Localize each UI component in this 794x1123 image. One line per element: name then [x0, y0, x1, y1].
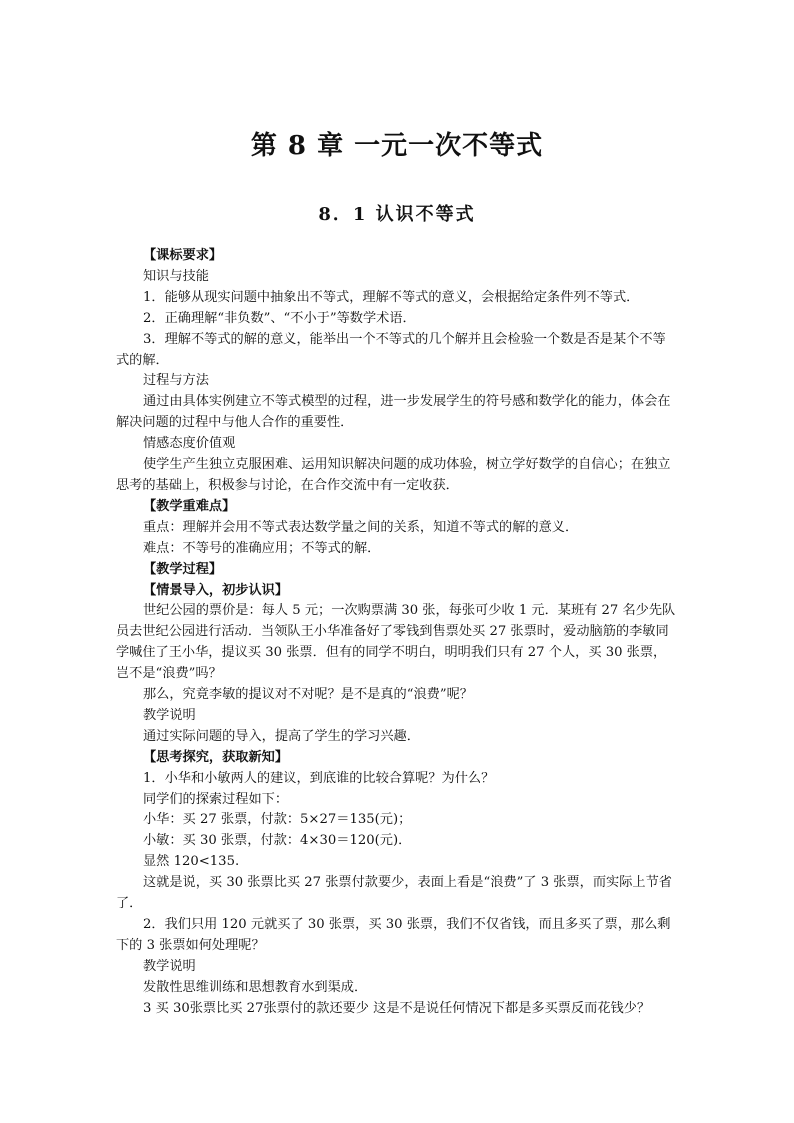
paragraph: 通过实际问题的导入，提高了学生的学习兴趣． [143, 728, 420, 744]
paragraph: 过程与方法 [143, 373, 209, 389]
document-body [116, 246, 678, 1020]
paragraph: 【思考探究，获取新知】 [143, 749, 289, 765]
paragraph: 使学生产生独立克服困难、运用知识解决问题的成功体验，树立学好数学的自信心；在独立思考的基础上，积极参与讨论，在合作交流中有一定收获． [116, 457, 671, 493]
paragraph: 发散性思维训练和思想教育水到渠成． [143, 979, 368, 995]
section-title: 8．1 认识不等式 [318, 204, 476, 225]
paragraph: 3 买 30张票比买 27张票付的款还要少 这是不是说任何情况下都是多买票反而花钱少？ [143, 1000, 651, 1016]
paragraph: 2．我们只用 120 元就买了 30 张票，买 30 张票，我们不仅省钱，而且多买了票，那么剩下的 3 张票如何处理呢？ [116, 917, 671, 953]
paragraph: 世纪公园的票价是：每人 5 元；一次购票满 30 张，每张可少收 1 元．某班有 27 名少先队员去世纪公园进行活动．当领队王小华准备好了零钱到售票处买 27 张票时，爱动脑筋的李敏同学喊住了王小华，提议买 30 张票．但有的同学不明白，明明我们只有 27 个人，买 30 张票，岂不是“浪费”吗？ [116, 603, 676, 682]
paragraph: 3．理解不等式的解的意义，能举出一个不等式的几个解并且会检验一个数是否是某个不等式的解． [116, 331, 666, 368]
paragraph: 教学说明 [143, 707, 196, 723]
paragraph: 1．能够从现实问题中抽象出不等式，理解不等式的意义，会根据给定条件列不等式． [143, 289, 640, 305]
paragraph: 小华：买 27 张票，付款：5×27＝135(元)； [143, 812, 412, 828]
paragraph: 情感态度价值观 [143, 436, 236, 452]
paragraph: 教学说明 [143, 958, 196, 974]
paragraph: 重点：理解并会用不等式表达数学量之间的关系，知道不等式的解的意义． [143, 519, 579, 535]
paragraph: 通过由具体实例建立不等式模型的过程，进一步发展学生的符号感和数学化的能力，体会在解决问题的过程中与他人合作的重要性． [116, 394, 671, 431]
paragraph: 【教学过程】 [143, 561, 223, 577]
paragraph: 【教学重难点】 [143, 498, 236, 514]
paragraph: 同学们的探索过程如下： [143, 791, 289, 807]
paragraph: 1．小华和小敏两人的建议，到底谁的比较合算呢？为什么？ [143, 770, 495, 786]
paragraph: 【情景导入，初步认识】 [143, 582, 289, 598]
paragraph: 知识与技能 [143, 268, 209, 284]
paragraph: 显然 120<135. [143, 854, 240, 870]
paragraph: 【课标要求】 [143, 248, 223, 263]
paragraph: 难点：不等号的准确应用；不等式的解． [143, 540, 381, 556]
paragraph: 那么，究竟李敏的提议对不对呢？是不是真的“浪费”呢？ [143, 687, 473, 703]
paragraph: 2．正确理解“非负数”、“不小于”等数学术语． [143, 310, 416, 326]
chapter-title: 第 8 章 一元一次不等式 [250, 131, 544, 161]
paragraph: 这就是说，买 30 张票比买 27 张票付款要少，表面上看是“浪费”了 3 张票，而实际上节省了． [116, 875, 672, 912]
paragraph: 小敏：买 30 张票，付款：4×30＝120(元)． [143, 833, 412, 849]
